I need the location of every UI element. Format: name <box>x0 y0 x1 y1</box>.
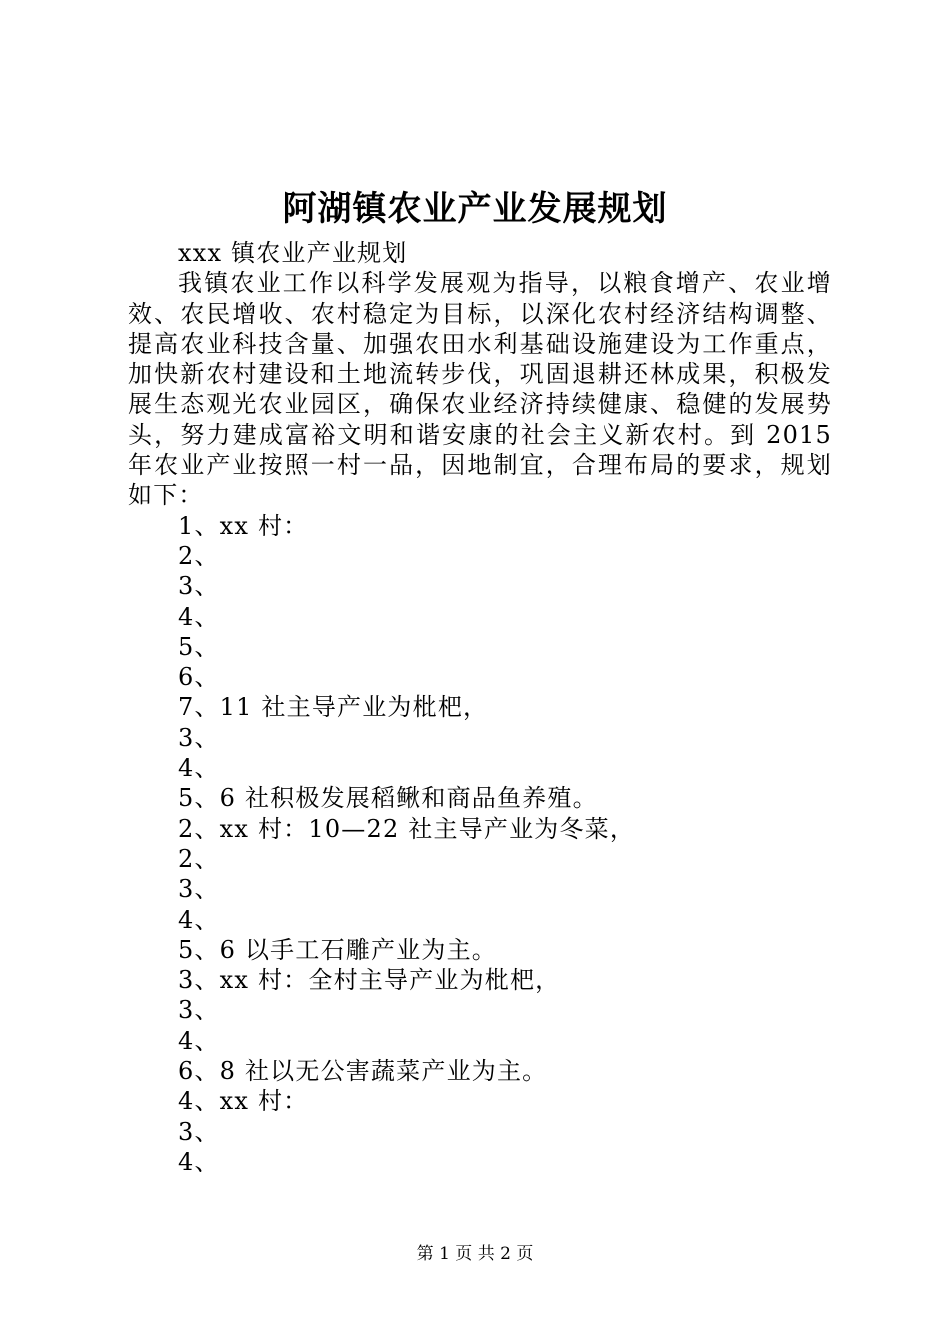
list-item: 5、6 以手工石雕产业为主。 <box>178 935 497 964</box>
list-item: 7、11 社主导产业为枇杷， <box>178 693 489 722</box>
list-item: 2、 <box>178 541 220 570</box>
list-item: 3、 <box>178 1117 220 1146</box>
list-item: 6、8 社以无公害蔬菜产业为主。 <box>178 1057 548 1086</box>
list-item: 3、 <box>178 996 220 1025</box>
list-item: 4、xx 村： <box>178 1087 309 1116</box>
list-item: 1、xx 村： <box>178 511 309 540</box>
intro-paragraph: 我镇农业工作以科学发展观为指导，以粮食增产、农业增效、农民增收、农村稳定为目标，以深化农村经济结构调整、提高农业科技含量、加强农田水利基础设施建设为工作重点，加快新农村建设和土地流转步伐，巩固退耕还林成果，积极发展生态观光农业园区，确保农业经济持续健康、稳健的发展势头，努力建成富裕文明和谐安康的社会主义新农村。到 2015 年农业产业按照一村一品，因地制宜，合理布局的要求，规划如下： <box>128 269 832 510</box>
list-item: 3、 <box>178 572 220 601</box>
list-item: 4、 <box>178 1147 220 1176</box>
list-item: 3、 <box>178 875 220 904</box>
list-item: 2、xx 村：10—22 社主导产业为冬菜， <box>178 814 636 843</box>
list-item: 5、6 社积极发展稻鳅和商品鱼养殖。 <box>178 784 598 813</box>
list-item: 4、 <box>178 1026 220 1055</box>
list-item: 6、 <box>178 663 220 692</box>
list-item: 3、xx 村：全村主导产业为枇杷， <box>178 966 561 995</box>
list-item: 4、 <box>178 905 220 934</box>
list-item: 4、 <box>178 602 220 631</box>
document-title: 阿湖镇农业产业发展规划 <box>282 189 668 229</box>
list-item: 5、 <box>178 632 220 661</box>
list-item: 4、 <box>178 754 220 783</box>
document-subtitle: xxx 镇农业产业规划 <box>178 239 408 267</box>
page-footer: 第 1 页 共 2 页 <box>416 1244 534 1264</box>
list-item: 3、 <box>178 723 220 752</box>
document-body <box>128 238 832 1177</box>
list-item: 2、 <box>178 844 220 873</box>
